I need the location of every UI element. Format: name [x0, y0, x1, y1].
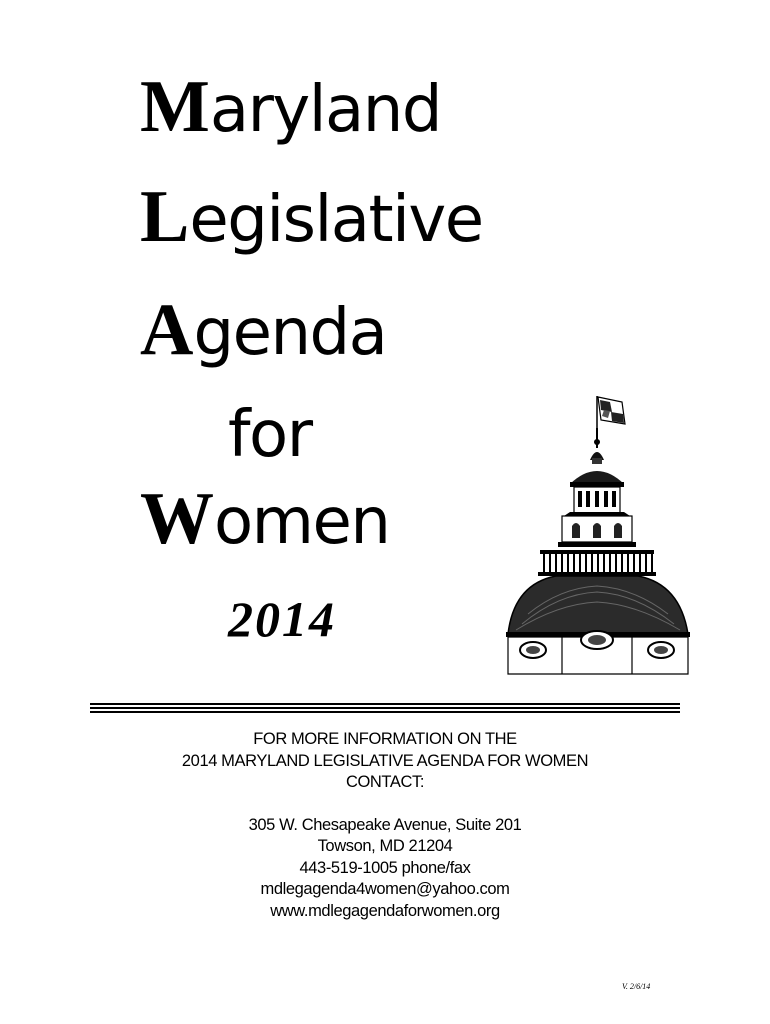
- title-line-legislative: [140, 176, 483, 258]
- info-heading-line-1: FOR MORE INFORMATION ON THE: [253, 730, 517, 748]
- capitol-dome-icon: [498, 388, 698, 678]
- title-line-women: [140, 478, 390, 560]
- title-rest-maryland: aryland: [209, 73, 441, 147]
- version-label: V. 2/6/14: [622, 982, 651, 991]
- info-heading-line-2: 2014 MARYLAND LEGISLATIVE AGENDA FOR WOMEN: [181, 751, 589, 770]
- title-line-for: for: [228, 398, 312, 472]
- title-initial-w: W: [140, 478, 214, 560]
- contact-email: mdlegagenda4women@yahoo.com: [260, 880, 510, 898]
- title-rest-agenda: genda: [193, 296, 387, 370]
- info-heading-line-3: CONTACT:: [345, 773, 425, 791]
- contact-website: www.mdlegagendaforwomen.org: [270, 901, 500, 920]
- contact-phone: 443-519-1005 phone/fax: [299, 858, 471, 877]
- title-initial-m: M: [140, 66, 210, 148]
- divider-rule: [90, 707, 680, 709]
- title-initial-l: L: [140, 176, 190, 258]
- divider-rule: [90, 711, 680, 713]
- title-rest-women: omen: [214, 485, 390, 559]
- contact-city: Towson, MD 21204: [317, 837, 453, 855]
- divider-rule: [90, 703, 680, 705]
- contact-info-block: [90, 729, 680, 922]
- title-year: 2014: [228, 591, 336, 647]
- title-rest-legislative: egislative: [189, 183, 483, 257]
- title-initial-a: A: [140, 289, 194, 371]
- title-line-maryland: [140, 66, 441, 148]
- contact-address: 305 W. Chesapeake Avenue, Suite 201: [248, 815, 522, 834]
- title-line-agenda: [140, 289, 387, 371]
